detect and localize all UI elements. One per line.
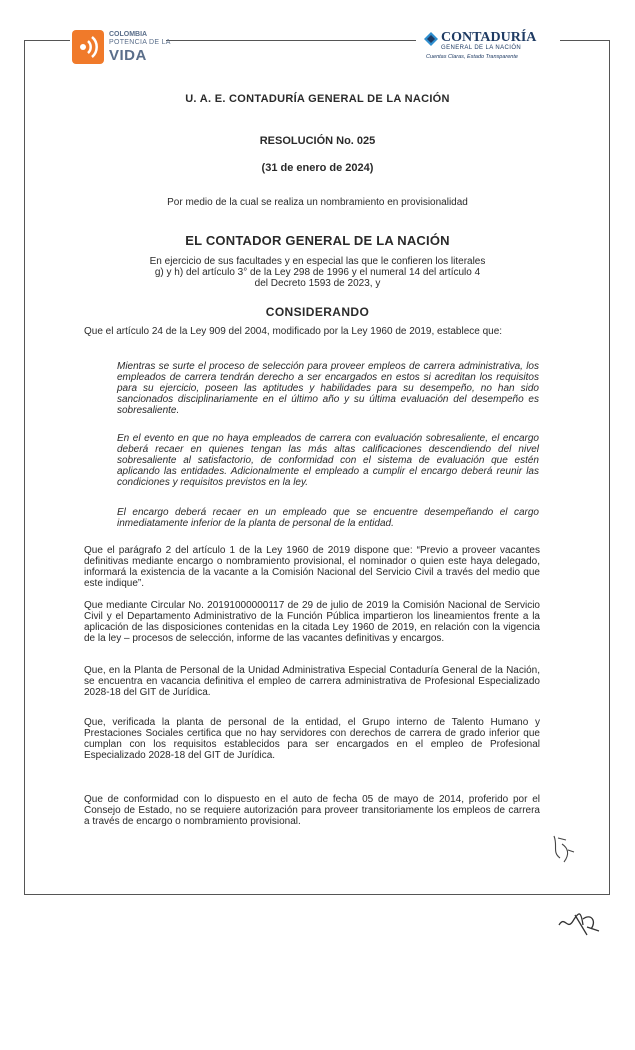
frame-line-left bbox=[24, 40, 25, 895]
authority-heading: EL CONTADOR GENERAL DE LA NACIÓN bbox=[185, 233, 450, 248]
logo-right-tagline: Cuentas Claras, Estado Transparente bbox=[426, 54, 518, 60]
paragraph-1: Que el artículo 24 de la Ley 909 del 2004, modificado por la Ley 1960 de 2019, establece que: bbox=[84, 326, 503, 337]
resolution-date: (31 de enero de 2024) bbox=[261, 162, 374, 174]
quote-3: El encargo deberá recaer en un empleado que se encuentre desempeñando el cargo inmediatamente inferior de la planta de personal de la entidad. bbox=[117, 507, 539, 529]
paragraph-4: Que, en la Planta de Personal de la Unidad Administrativa Especial Contaduría General de la Nación, se encuentra en vacancia definitiva el empleo de carrera administrativa de Profesional Especializado 2028-18 del GIT de Jurídica. bbox=[84, 665, 540, 698]
quote-1: Mientras se surte el proceso de selección para proveer empleos de carrera administrativa, los empleados de carrera tendrán derecho a ser encargados en estos si acreditan los requisitos para su ejercicio, poseen las aptitudes y habilidades para su desempeño, no han sido sancionados disciplinariamente en el último año y su última evaluación del desempeño es sobresaliente. bbox=[117, 361, 539, 416]
colombia-potencia-logo bbox=[72, 30, 171, 66]
handwritten-signature-icon bbox=[557, 905, 601, 939]
resolution-number: RESOLUCIÓN No. 025 bbox=[259, 135, 376, 147]
diamond-icon bbox=[424, 32, 438, 46]
powers-line-1: En ejercicio de sus facultades y en especial las que le confieren los literales bbox=[149, 256, 486, 267]
powers-line-2: g) y h) del artículo 3° de la Ley 298 de 1996 y el numeral 14 del artículo 4 bbox=[154, 267, 481, 278]
frame-line-right bbox=[609, 40, 610, 895]
colombia-signal-icon bbox=[72, 30, 104, 64]
powers-line-3: del Decreto 1593 de 2023, y bbox=[254, 278, 381, 289]
frame-line-top-left bbox=[24, 40, 70, 41]
logo-right-subtitle: GENERAL DE LA NACIÓN bbox=[441, 45, 522, 51]
paragraph-2: Que el parágrafo 2 del artículo 1 de la Ley 1960 de 2019 dispone que: “Previo a proveer vacantes definitivas mediante encargo o nombramiento provisional, el nominador o quien este haya delegado, informará la existencia de la vacante a la Comisión Nacional del Servicio Civil a través del medio que este indique”. bbox=[84, 545, 540, 589]
logo-left-line3: VIDA bbox=[109, 47, 147, 64]
frame-line-top-right bbox=[560, 40, 610, 41]
powers-statement bbox=[80, 256, 555, 289]
resolution-subject: Por medio de la cual se realiza un nombramiento en provisionalidad bbox=[167, 197, 468, 208]
logo-left-line1: COLOMBIA bbox=[109, 31, 148, 38]
quote-2: En el evento en que no haya empleados de carrera con evaluación sobresaliente, el encargo deberá recaer en quienes tengan las más altas calificaciones descendiendo del nivel sobresaliente al satisfactorio, de conformidad con el sistema de evaluación que estén aplicando las entidades. Adicionalmente el empleado a cumplir el encargo deberá reunir las condiciones y requisitos previstos en la ley. bbox=[117, 433, 539, 488]
paragraph-5: Que, verificada la planta de personal de la entidad, el Grupo interno de Talento Humano y Prestaciones Sociales certifica que no hay servidores con derechos de carrera de grado inferior que cumplan con los requisitos establecidos para ser encargados en el empleo de Profesional Especializado 2028-18 del GIT de Jurídica. bbox=[84, 717, 540, 761]
paragraph-6: Que de conformidad con lo dispuesto en el auto de fecha 05 de mayo de 2014, proferido por el Consejo de Estado, no se requiere autorización para proveer transitoriamente los empleos de carrera a través de encargo o nombramiento provisional. bbox=[84, 794, 540, 827]
initials-signature-icon bbox=[548, 832, 580, 868]
logo-right-name: CONTADURÍA bbox=[441, 30, 537, 45]
frame-line-bottom bbox=[24, 894, 610, 895]
frame-line-top-middle bbox=[166, 40, 416, 41]
paragraph-3: Que mediante Circular No. 20191000000117 de 29 de julio de 2019 la Comisión Nacional de Servicio Civil y el Departamento Administrativo de la Función Pública impartieron los lineamientos frente a la aplicación de las disposiciones contenidas en la citada Ley 1960 de 2019, en relación con la vigencia de la ley – procesos de selección, informe de las vacantes definitivas y encargos. bbox=[84, 600, 540, 644]
considering-heading: CONSIDERANDO bbox=[265, 305, 370, 319]
logo-left-line2: POTENCIA DE LA bbox=[109, 39, 171, 46]
entity-title: U. A. E. CONTADURÍA GENERAL DE LA NACIÓN bbox=[185, 93, 450, 105]
contaduria-logo bbox=[424, 30, 554, 64]
